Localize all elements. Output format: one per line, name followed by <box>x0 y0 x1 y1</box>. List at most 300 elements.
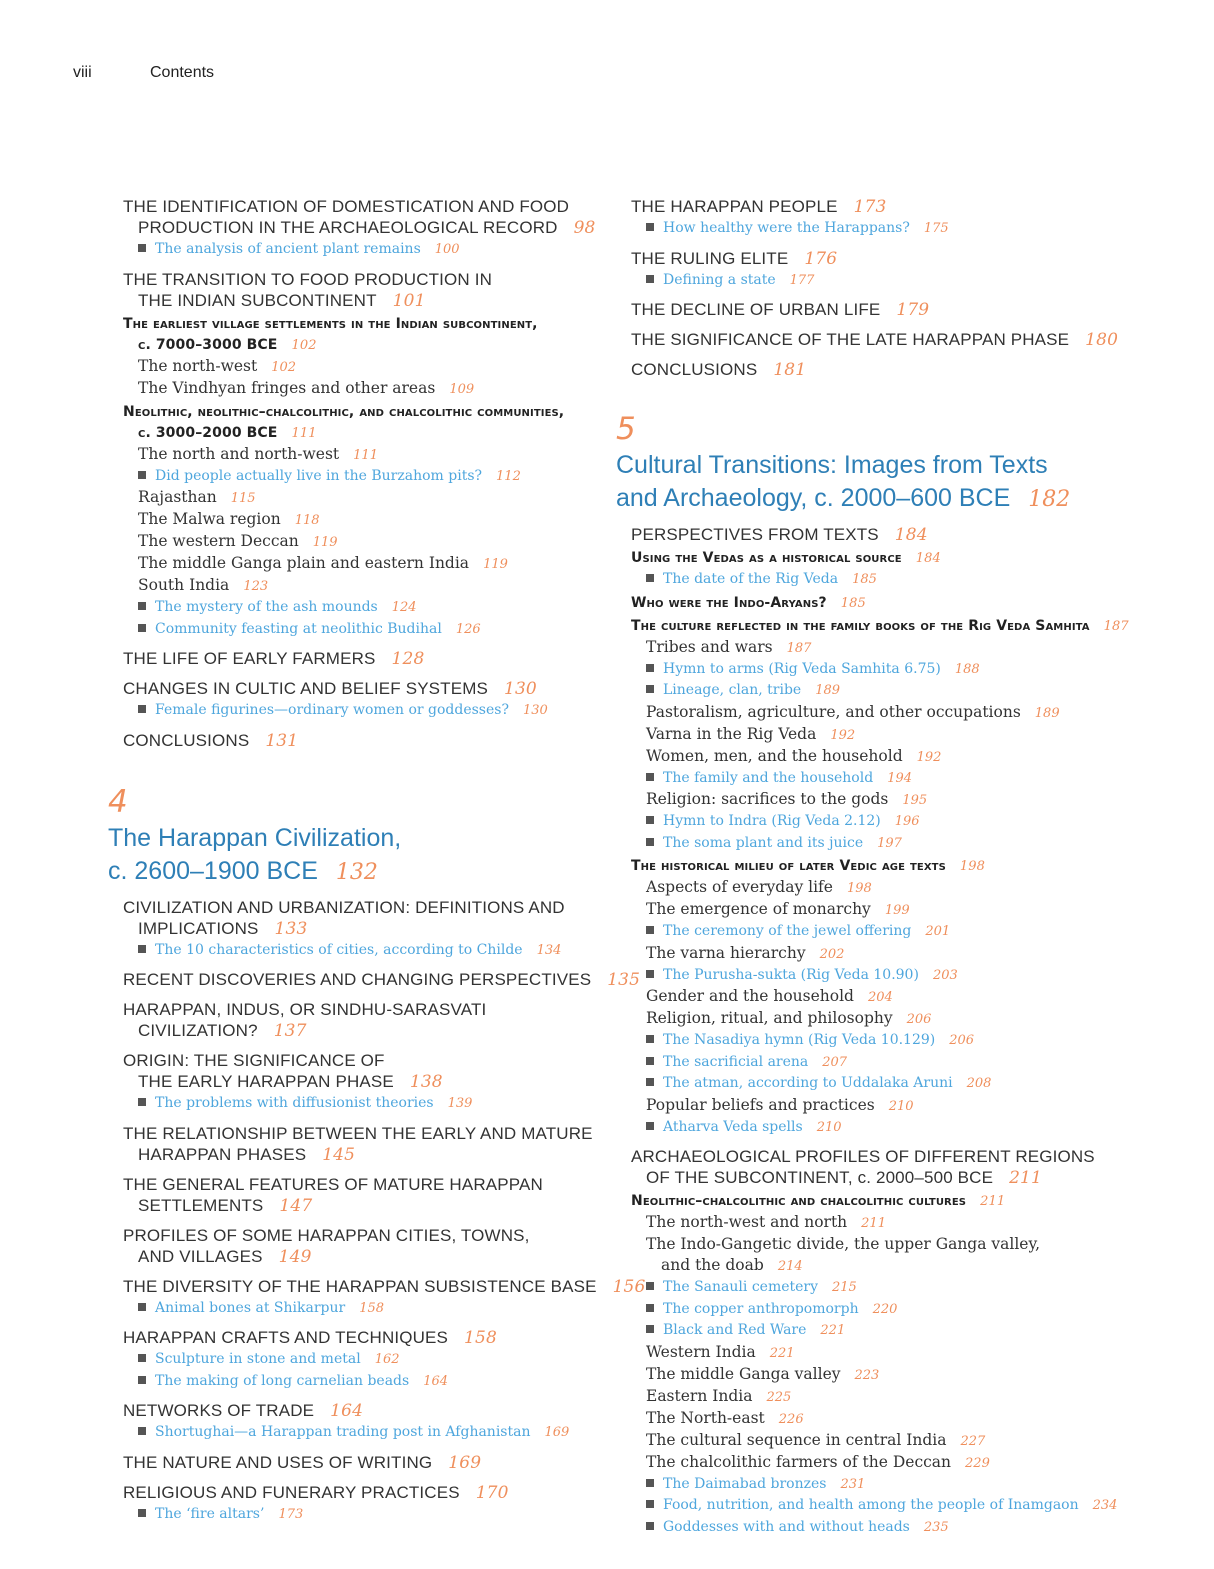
toc-entry-text: Goddesses with and without heads <box>663 1518 910 1535</box>
toc-entry-text: The middle Ganga valley <box>646 1364 841 1383</box>
toc-entry-text: THE DIVERSITY OF THE HARAPPAN SUBSISTENCE BASE <box>123 1276 597 1296</box>
toc-entries-chapter-5 <box>616 524 1176 1538</box>
toc-entry-box <box>616 270 1176 292</box>
toc-entry-text: Defining a state <box>663 271 776 288</box>
chapter-title-line <box>108 855 608 889</box>
toc-page-number: 181 <box>773 360 807 380</box>
toc-entry-text: Food, nutrition, and health among the people of Inamgaon <box>663 1497 1079 1513</box>
toc-entry-box <box>108 597 608 619</box>
toc-entry-sub <box>108 444 608 466</box>
square-bullet-icon <box>646 1282 654 1290</box>
toc-page-number: 225 <box>766 1389 792 1405</box>
toc-entry-sub <box>616 724 1176 746</box>
toc-entry-box <box>616 659 1176 681</box>
toc-entry-sub <box>616 877 1176 899</box>
toc-entry-main <box>108 217 608 239</box>
toc-entry-box <box>616 1320 1176 1342</box>
toc-entry-box <box>108 940 608 962</box>
toc-entry-text: Shortughai—a Harappan trading post in Afghanistan <box>155 1424 531 1440</box>
square-bullet-icon <box>646 970 654 978</box>
toc-entry-text: The emergence of monarchy <box>646 900 871 918</box>
toc-entry-box <box>108 1422 608 1444</box>
toc-entry-text: THE DECLINE OF URBAN LIFE <box>631 300 881 319</box>
toc-entry-text: HARAPPAN, INDUS, OR SINDHU-SARASVATI <box>123 1000 487 1019</box>
toc-entry-text: The Daimabad bronzes <box>663 1475 827 1492</box>
square-bullet-icon <box>138 1098 146 1106</box>
toc-entry-text: South India <box>138 576 230 594</box>
toc-entry-sc <box>108 423 608 444</box>
toc-entry-text: The Vindhyan fringes and other areas <box>138 378 436 397</box>
toc-entry-main <box>616 524 1176 546</box>
toc-entry-box <box>616 921 1176 943</box>
toc-entry-text: The North-east <box>646 1408 765 1427</box>
chapter-4-heading <box>108 782 608 889</box>
toc-entry-sub <box>616 986 1176 1008</box>
toc-entry-text: CONCLUSIONS <box>123 730 250 750</box>
toc-entry-main <box>108 678 608 700</box>
toc-entry-text: HARAPPAN CRAFTS AND TECHNIQUES <box>123 1328 449 1347</box>
toc-page-number: 215 <box>832 1280 857 1295</box>
toc-entry-text: c. 7000–3000 BCE <box>138 336 278 353</box>
toc-page-number: 176 <box>804 248 838 269</box>
chapter-title-text: c. 2600–1900 BCE <box>108 856 318 885</box>
toc-entry-text: Rajasthan <box>138 488 217 506</box>
toc-entry-box <box>616 1517 1176 1539</box>
toc-entry-sub <box>616 1342 1176 1364</box>
toc-page-number: 111 <box>291 425 317 441</box>
toc-page-number: 162 <box>374 1352 400 1367</box>
toc-entry-text: THE RELATIONSHIP BETWEEN THE EARLY AND MATURE <box>123 1123 593 1143</box>
square-bullet-icon <box>646 1057 654 1065</box>
toc-entry-sub <box>616 1452 1176 1474</box>
toc-page-number: 189 <box>815 683 841 698</box>
toc-entry-text: Atharva Veda spells <box>663 1118 803 1135</box>
toc-entry-box <box>108 1371 608 1393</box>
toc-entry-main <box>108 196 608 217</box>
square-bullet-icon <box>138 602 146 610</box>
toc-page-number: 169 <box>448 1452 482 1473</box>
toc-entry-main <box>108 969 641 991</box>
toc-page-number: 138 <box>409 1072 443 1092</box>
square-bullet-icon <box>138 1354 146 1362</box>
toc-entry-text: The date of the Rig Veda <box>663 571 839 587</box>
toc-page-number: 180 <box>1085 330 1119 350</box>
toc-entry-main <box>616 299 1176 321</box>
toc-page-number: 123 <box>243 579 269 594</box>
toc-page-number: 102 <box>291 337 317 353</box>
toc-page-number: 119 <box>483 557 508 572</box>
toc-entry-sub <box>616 702 1176 724</box>
toc-entry-sub <box>616 899 1176 921</box>
toc-entry-text: The ‘fire altars’ <box>155 1505 265 1522</box>
toc-entry-text: Neolithic–chalcolithic and chalcolithic cultures <box>631 1193 967 1209</box>
toc-entry-main <box>108 1225 608 1246</box>
toc-page-number: 188 <box>954 661 980 677</box>
toc-page-number: 223 <box>854 1367 880 1383</box>
toc-page-number: 198 <box>846 881 872 896</box>
toc-entry-text: THE EARLY HARAPPAN PHASE <box>138 1072 394 1091</box>
toc-entry-text: The sacrificial arena <box>663 1053 809 1070</box>
chapter-title-text: and Archaeology, c. 2000–600 BCE <box>616 484 1011 512</box>
toc-page-number: 173 <box>278 1506 304 1522</box>
toc-entry-sc <box>616 1191 1176 1212</box>
toc-entry-text: THE SIGNIFICANCE OF THE LATE HARAPPAN PHASE <box>631 330 1070 349</box>
square-bullet-icon <box>646 1522 654 1530</box>
toc-page-number: 124 <box>391 600 417 615</box>
square-bullet-icon <box>646 574 654 582</box>
toc-entry-main <box>108 1246 608 1268</box>
toc-entry-text: THE RULING ELITE <box>631 248 789 268</box>
toc-entry-text: The Malwa region <box>138 510 281 528</box>
toc-entry-text: NETWORKS OF TRADE <box>123 1401 315 1420</box>
toc-entry-box <box>616 1277 1176 1299</box>
toc-entry-text: Popular beliefs and practices <box>646 1095 875 1114</box>
square-bullet-icon <box>138 945 146 953</box>
toc-entry-box <box>616 833 1176 855</box>
toc-entry-text: The making of long carnelian beads <box>155 1372 410 1389</box>
toc-entry-text: The Nasadiya hymn (Rig Veda 10.129) <box>663 1032 936 1048</box>
toc-page-number: 118 <box>294 513 320 528</box>
toc-entry-text: OF THE SUBCONTINENT, c. 2000–500 BCE <box>646 1168 994 1187</box>
toc-entry-sub <box>616 1386 1176 1408</box>
toc-entry-text: The north-west <box>138 356 258 375</box>
toc-page-number: 98 <box>573 218 596 238</box>
square-bullet-icon <box>138 705 146 713</box>
toc-page-number: 210 <box>888 1098 914 1114</box>
toc-entry-text: Animal bones at Shikarpur <box>155 1299 346 1316</box>
toc-entry-box <box>108 619 608 641</box>
toc-entry-box <box>616 1052 1176 1074</box>
toc-page-number: 198 <box>959 859 986 874</box>
toc-entry-text: Hymn to Indra (Rig Veda 2.12) <box>663 813 881 829</box>
toc-page-number: 235 <box>923 1519 949 1535</box>
toc-page-number: 211 <box>980 1194 1006 1209</box>
square-bullet-icon <box>646 926 654 934</box>
toc-entry-text: CHANGES IN CULTIC AND BELIEF SYSTEMS <box>123 679 488 698</box>
toc-entry-main <box>108 648 608 670</box>
square-bullet-icon <box>646 664 654 672</box>
toc-entry-box <box>108 1093 608 1115</box>
square-bullet-icon <box>646 816 654 824</box>
toc-entry-box <box>616 1495 1176 1517</box>
toc-entry-sub <box>108 356 608 378</box>
toc-entry-text: PROFILES OF SOME HARAPPAN CITIES, TOWNS, <box>123 1225 530 1245</box>
toc-page-number: 187 <box>786 640 812 656</box>
toc-entry-sc <box>616 616 1176 637</box>
toc-entry-text: Using the Vedas as a historical source <box>631 550 902 566</box>
toc-page-number: 234 <box>1092 1498 1118 1513</box>
toc-entry-text: Gender and the household <box>646 987 854 1005</box>
toc-entry-text: The analysis of ancient plant remains <box>155 241 421 257</box>
toc-page-number: 229 <box>965 1455 990 1471</box>
toc-entry-main <box>108 999 608 1020</box>
toc-entry-text: The north and north-west <box>138 444 340 463</box>
toc-page-number: 134 <box>536 942 562 958</box>
toc-page-number: 137 <box>273 1021 307 1041</box>
toc-entry-text: THE INDIAN SUBCONTINENT <box>138 290 377 310</box>
square-bullet-icon <box>646 685 654 693</box>
toc-entry-text: Lineage, clan, tribe <box>663 682 802 698</box>
toc-page-number: 184 <box>915 551 941 566</box>
toc-page-number: 221 <box>769 1345 795 1361</box>
toc-page-number: 202 <box>819 946 845 962</box>
toc-page-number: 126 <box>455 621 481 637</box>
toc-page-number: 175 <box>923 221 949 236</box>
toc-entry-sc <box>108 402 608 423</box>
toc-entry-text: The western Deccan <box>138 532 299 550</box>
toc-entry-sub <box>616 789 1176 811</box>
toc-entry-main <box>108 730 608 752</box>
toc-page-number: 111 <box>353 447 378 463</box>
toc-entry-main <box>108 290 608 312</box>
toc-entry-text: The middle Ganga plain and eastern India <box>138 554 470 572</box>
toc-entry-main <box>108 918 608 940</box>
toc-entry-box <box>108 466 608 488</box>
toc-entry-main <box>108 1071 608 1093</box>
toc-entry-text: SETTLEMENTS <box>138 1195 264 1215</box>
toc-page-number: 139 <box>447 1096 473 1111</box>
toc-entry-sub <box>616 1095 1176 1117</box>
toc-page-number: 128 <box>391 649 425 669</box>
toc-entry-text: THE IDENTIFICATION OF DOMESTICATION AND FOOD <box>123 197 570 216</box>
toc-entry-sub <box>616 1364 1176 1386</box>
toc-entry-text: Women, men, and the household <box>646 746 903 765</box>
toc-entry-text: The Indo-Gangetic divide, the upper Ganga valley, <box>646 1235 1041 1253</box>
toc-entry-text: THE GENERAL FEATURES OF MATURE HARAPPAN <box>123 1174 543 1194</box>
chapter-page-number: 132 <box>335 859 378 885</box>
toc-entry-text: CIVILIZATION AND URBANIZATION: DEFINITIONS AND <box>123 897 565 917</box>
toc-page-number: 203 <box>932 967 958 983</box>
toc-page-number: 206 <box>906 1012 932 1027</box>
toc-entry-text: Who were the Indo-Aryans? <box>631 594 827 611</box>
toc-page-number: 195 <box>902 793 928 808</box>
toc-entry-main <box>108 1174 608 1195</box>
toc-entry-text: AND VILLAGES <box>138 1246 263 1266</box>
toc-entry-text: Western India <box>646 1342 756 1361</box>
toc-entry-text: CIVILIZATION? <box>138 1021 258 1040</box>
toc-entry-text: The Purusha-sukta (Rig Veda 10.90) <box>663 966 919 983</box>
toc-page-number: 194 <box>887 770 913 786</box>
toc-entry-text: PRODUCTION IN THE ARCHAEOLOGICAL RECORD <box>138 218 558 237</box>
square-bullet-icon <box>138 1427 146 1435</box>
toc-entry-text: Neolithic, neolithic–chalcolithic, and chalcolithic communities, <box>123 403 565 420</box>
toc-entry-sub <box>616 1408 1176 1430</box>
toc-entry-box <box>616 1299 1176 1321</box>
toc-entry-text: The cultural sequence in central India <box>646 1430 947 1449</box>
toc-entry-text: The atman, according to Uddalaka Aruni <box>663 1075 953 1091</box>
square-bullet-icon <box>646 1078 654 1086</box>
square-bullet-icon <box>646 275 654 283</box>
toc-page-number: 199 <box>884 903 910 918</box>
toc-entry-text: The mystery of the ash mounds <box>155 599 378 615</box>
toc-entry-box <box>616 218 1176 240</box>
toc-page-number: 201 <box>925 924 951 939</box>
toc-entry-box <box>616 680 1176 702</box>
toc-entry-main <box>616 248 1176 270</box>
toc-entry-main <box>108 1020 608 1042</box>
toc-entry-text: ARCHAEOLOGICAL PROFILES OF DIFFERENT REGIONS <box>631 1147 1095 1166</box>
toc-entry-text: THE HARAPPAN PEOPLE <box>631 197 838 216</box>
chapter-5-heading <box>616 409 1176 516</box>
toc-entry-box <box>108 1298 608 1320</box>
toc-entry-main <box>108 1452 608 1474</box>
toc-page-number: 220 <box>872 1301 898 1317</box>
toc-entry-main <box>616 359 1176 381</box>
toc-entry-sub <box>616 1234 1176 1255</box>
toc-entry-main <box>108 897 608 918</box>
toc-entry-main <box>108 1144 608 1166</box>
toc-entry-text: RECENT DISCOVERIES AND CHANGING PERSPECTIVES <box>123 970 592 989</box>
toc-page-number: 184 <box>894 525 928 545</box>
toc-entry-box <box>616 811 1176 833</box>
toc-entry-text: The copper anthropomorph <box>663 1300 859 1317</box>
toc-page-number: 164 <box>423 1373 449 1389</box>
toc-page-number: 196 <box>894 814 920 829</box>
square-bullet-icon <box>138 471 146 479</box>
toc-left-column <box>108 196 646 1525</box>
toc-entry-text: Did people actually live in the Burzahom pits? <box>155 467 483 484</box>
toc-page-number: 211 <box>861 1216 886 1231</box>
toc-right-column <box>616 196 1176 1538</box>
square-bullet-icon <box>646 838 654 846</box>
toc-entry-text: PERSPECTIVES FROM TEXTS <box>631 525 879 544</box>
toc-entry-sub <box>108 575 608 597</box>
toc-entry-box <box>108 1349 608 1371</box>
toc-entry-box <box>108 1504 608 1526</box>
toc-page-number: 130 <box>522 703 548 718</box>
toc-entry-text: Tribes and wars <box>646 637 773 656</box>
toc-entry-text: RELIGIOUS AND FUNERARY PRACTICES <box>123 1482 460 1502</box>
toc-page-number: 197 <box>877 835 902 851</box>
toc-entry-sub <box>108 378 608 400</box>
toc-page-number: 115 <box>230 491 256 506</box>
toc-entry-text: The ceremony of the jewel offering <box>663 923 912 939</box>
toc-entry-text: The chalcolithic farmers of the Deccan <box>646 1452 952 1471</box>
toc-entry-text: Religion, ritual, and philosophy <box>646 1009 893 1027</box>
toc-entry-text: The earliest village settlements in the Indian subcontinent, <box>123 315 538 332</box>
toc-entry-sub <box>108 531 608 553</box>
toc-entry-sub <box>108 509 608 531</box>
square-bullet-icon <box>138 1509 146 1517</box>
toc-page-number: 221 <box>820 1323 846 1338</box>
toc-page-number: 135 <box>607 970 641 990</box>
toc-page-number: 185 <box>852 572 877 587</box>
chapter-number: 5 <box>616 411 636 447</box>
toc-page-number: 226 <box>778 1411 804 1427</box>
chapter-title-line <box>616 482 1176 516</box>
toc-page-number: 214 <box>777 1259 803 1274</box>
toc-entry-box <box>616 569 1176 591</box>
chapter-number: 4 <box>108 783 128 820</box>
toc-entries-left <box>108 196 608 752</box>
toc-page-number: 187 <box>1103 618 1129 634</box>
toc-entries-chapter-4 <box>108 897 646 1526</box>
toc-page-number: 158 <box>464 1328 497 1348</box>
chapter-title-line: Cultural Transitions: Images from Texts <box>616 451 1048 479</box>
toc-entry-sc <box>616 593 1176 614</box>
toc-entry-sub <box>108 553 608 575</box>
chapter-page-number: 182 <box>1028 487 1071 512</box>
toc-entry-text: Eastern India <box>646 1386 753 1405</box>
toc-page-number: 100 <box>434 242 460 257</box>
toc-page-number: 119 <box>312 535 338 550</box>
page-number: viii <box>73 64 92 81</box>
square-bullet-icon <box>138 1303 146 1311</box>
toc-page-number: 189 <box>1034 705 1060 721</box>
toc-entry-sub <box>108 487 608 509</box>
toc-entry-box <box>616 1474 1176 1496</box>
toc-entry-main <box>108 1276 646 1298</box>
toc-page-number: 169 <box>544 1425 570 1440</box>
toc-entry-text: IMPLICATIONS <box>138 918 259 938</box>
square-bullet-icon <box>646 223 654 231</box>
toc-page-number: 185 <box>840 595 866 611</box>
toc-page-number: 156 <box>612 1276 646 1297</box>
toc-entry-sc <box>616 856 1176 877</box>
toc-entry-box <box>616 965 1176 987</box>
toc-page-number: 204 <box>867 990 893 1005</box>
toc-entry-sub <box>616 1212 1176 1234</box>
toc-entries-right <box>616 196 1176 381</box>
toc-entry-box <box>616 768 1176 790</box>
toc-page-number: 208 <box>966 1076 992 1091</box>
toc-page-number: 206 <box>949 1033 975 1048</box>
toc-page-number: 133 <box>274 918 308 939</box>
toc-entry-sub <box>616 1430 1176 1452</box>
toc-page-number: 173 <box>853 197 887 217</box>
toc-entry-main <box>616 1167 1176 1189</box>
toc-entry-sc <box>108 335 608 356</box>
toc-page-number: 149 <box>278 1246 312 1267</box>
toc-page-number: 109 <box>449 381 475 397</box>
toc-entry-box <box>108 239 608 261</box>
toc-entry-text: HARAPPAN PHASES <box>138 1144 307 1164</box>
toc-entry-text: The north-west and north <box>646 1213 848 1231</box>
square-bullet-icon <box>138 624 146 632</box>
toc-page-number: 145 <box>322 1144 356 1165</box>
square-bullet-icon <box>646 1122 654 1130</box>
toc-entry-text: Black and Red Ware <box>663 1322 807 1338</box>
toc-entry-main <box>108 1050 608 1071</box>
toc-entry-text: Varna in the Rig Veda <box>646 724 817 743</box>
toc-entry-main <box>616 196 1176 218</box>
toc-page-number: 211 <box>1009 1168 1042 1188</box>
running-header-title: Contents <box>150 64 215 81</box>
toc-entry-box <box>616 1117 1176 1139</box>
toc-entry-text: The problems with diffusionist theories <box>155 1095 434 1111</box>
toc-page-number: 101 <box>392 290 426 311</box>
toc-page-number: 192 <box>916 749 942 765</box>
toc-entry-text: CONCLUSIONS <box>631 360 758 379</box>
toc-entry-main <box>616 329 1176 351</box>
toc-entry-text: THE TRANSITION TO FOOD PRODUCTION IN <box>123 269 493 289</box>
toc-entry-text: How healthy were the Harappans? <box>663 220 910 236</box>
toc-page-number: 192 <box>830 727 856 743</box>
toc-entry-text: Sculpture in stone and metal <box>155 1351 361 1367</box>
toc-entry-sub <box>616 637 1176 659</box>
square-bullet-icon <box>646 1035 654 1043</box>
toc-page-number: 147 <box>279 1195 313 1216</box>
toc-entry-main <box>108 1123 608 1144</box>
toc-entry-text: and the doab <box>661 1256 764 1274</box>
toc-entry-text: The varna hierarchy <box>646 943 806 962</box>
toc-page-number: 131 <box>265 730 299 751</box>
toc-entry-text: c. 3000–2000 BCE <box>138 424 278 441</box>
square-bullet-icon <box>646 1500 654 1508</box>
toc-entry-text: The culture reflected in the family books of the Rig Veda Samhita <box>631 617 1090 634</box>
toc-entry-text: ORIGIN: THE SIGNIFICANCE OF <box>123 1051 385 1070</box>
toc-entry-text: THE NATURE AND USES OF WRITING <box>123 1452 433 1472</box>
